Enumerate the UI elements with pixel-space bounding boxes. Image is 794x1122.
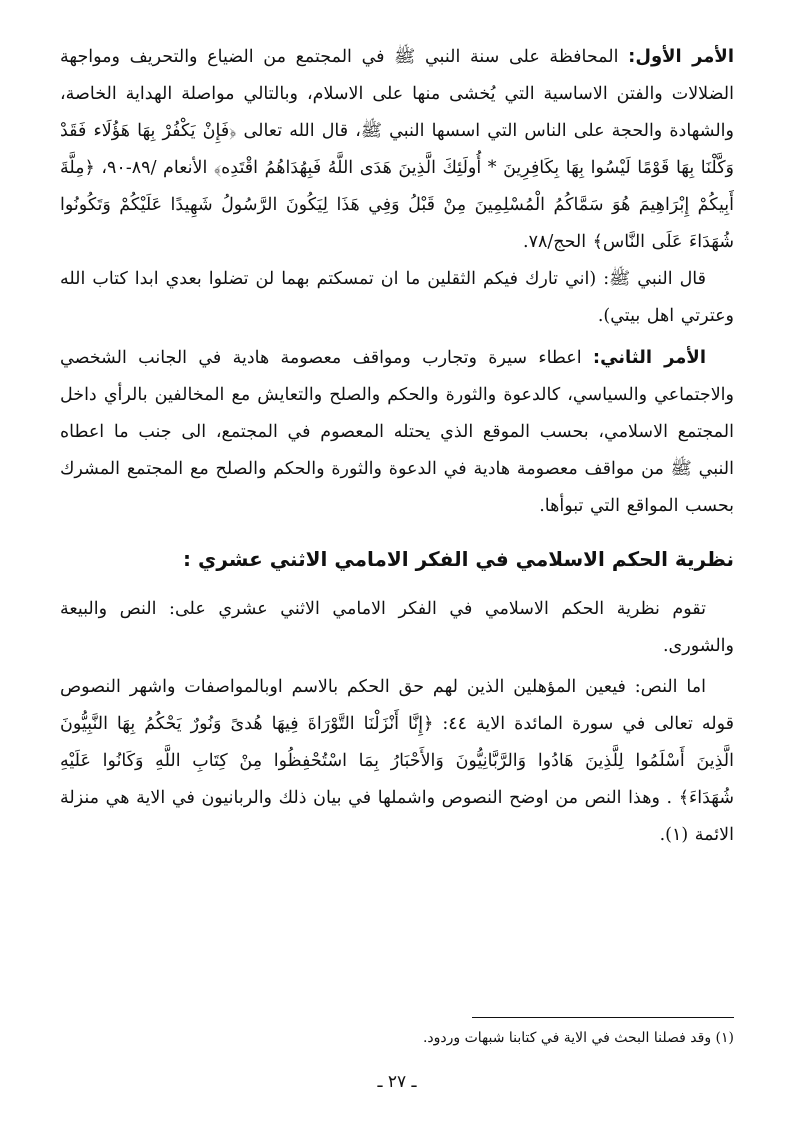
theory-basis-text: تقوم نظرية الحكم الاسلامي في الفكر الامامي الاثني عشري على: النص والبيعة والشورى. bbox=[60, 599, 734, 656]
footnote: (١) وقد فصلنا البحث في الاية في كتابنا شبهات وردود. bbox=[422, 1030, 734, 1046]
footnote-divider bbox=[472, 1017, 734, 1018]
paragraph-first-matter bbox=[60, 38, 734, 261]
paragraph-text-evidence bbox=[60, 669, 734, 854]
second-matter-text: اعطاء سيرة وتجارب ومواقف معصومة هادية في الجانب الشخصي والاجتماعي والسياسي، كالدعوة والثورة والحكم والصلح والتعايش مع المخالفين بالرأي داخل المجتمع الاسلامي، بحسب الموقع الذي يحتله المعصوم في المجتمع، الى جنب ما اعطاه النبي ﷺ من مواقف معصومة هادية في الدعوة والثورة والحكم والصلح مع المجتمع المشرك بحسب المواقع التي تبوأها. bbox=[60, 348, 734, 516]
paragraph-theory-basis bbox=[60, 591, 734, 665]
hadith-text: قال النبي ﷺ: (اني تارك فيكم الثقلين ما ان تمسكتم بهما لن تضلوا بعدي ابدا كتاب الله وعترتي اهل بيتي). bbox=[60, 269, 734, 326]
first-matter-text: المحافظة على سنة النبي ﷺ في المجتمع من الضياع والتحريف ومواجهة الضلالات والفتن الاساسية التي يُخشى منها على الاسلام، وبالتالي مواصلة الهداية الخاصة، والشهادة والحجة على الناس التي اسسها النبي ﷺ، قال الله تعالى ﴿فَإِنْ يَكْفُرْ بِهَا هَؤُلَاء فَقَدْ وَكَّلْنَا بِهَا قَوْمًا لَيْسُوا بِهَا بِكَافِرِينَ * أُولَئِكَ الَّذِينَ هَدَى اللَّهُ فَبِهُدَاهُمُ اقْتَدِه﴾ الأنعام /٨٩-٩٠، ﴿مِلَّةَ أَبِيكُمْ إِبْرَاهِيمَ هُوَ سَمَّاكُمُ الْمُسْلِمِينَ مِنْ قَبْلُ وَفِي هَذَا لِيَكُونَ الرَّسُولُ شَهِيدًا عَلَيْكُمْ وَتَكُونُوا شُهَدَاءَ عَلَى النَّاس﴾ الحج/٧٨. bbox=[60, 47, 734, 252]
section-heading: نظرية الحكم الاسلامي في الفكر الامامي الاثني عشري : bbox=[183, 547, 734, 571]
second-matter-heading: الأمر الثاني: bbox=[592, 347, 706, 368]
body-text bbox=[60, 38, 734, 854]
paragraph-second-matter bbox=[60, 339, 734, 525]
page-number: ـ ٢٧ ـ bbox=[377, 1072, 417, 1092]
first-matter-heading: الأمر الأول: bbox=[628, 46, 734, 67]
text-evidence-text: اما النص: فيعين المؤهلين الذين لهم حق الحكم بالاسم اوبالمواصفات واشهر النصوص قوله تعالى في سورة المائدة الاية ٤٤: ﴿إِنَّا أَنْزَلْنَا التَّوْرَاةَ فِيهَا هُدىً وَنُورٌ يَحْكُمُ بِهَا النَّبِيُّونَ الَّذِينَ أَسْلَمُوا لِلَّذِينَ هَادُوا وَالرَّبَّانِيُّونَ وَالأَحْبَارُ بِمَا اسْتُحْفِظُوا مِنْ كِتَابِ اللَّهِ وَكَانُوا عَلَيْهِ شُهَدَاءَ﴾ . وهذا النص من اوضح النصوص واشملها في بيان ذلك والربانيون في الاية هي منزلة الائمة (١). bbox=[60, 677, 734, 845]
paragraph-hadith bbox=[60, 261, 734, 335]
